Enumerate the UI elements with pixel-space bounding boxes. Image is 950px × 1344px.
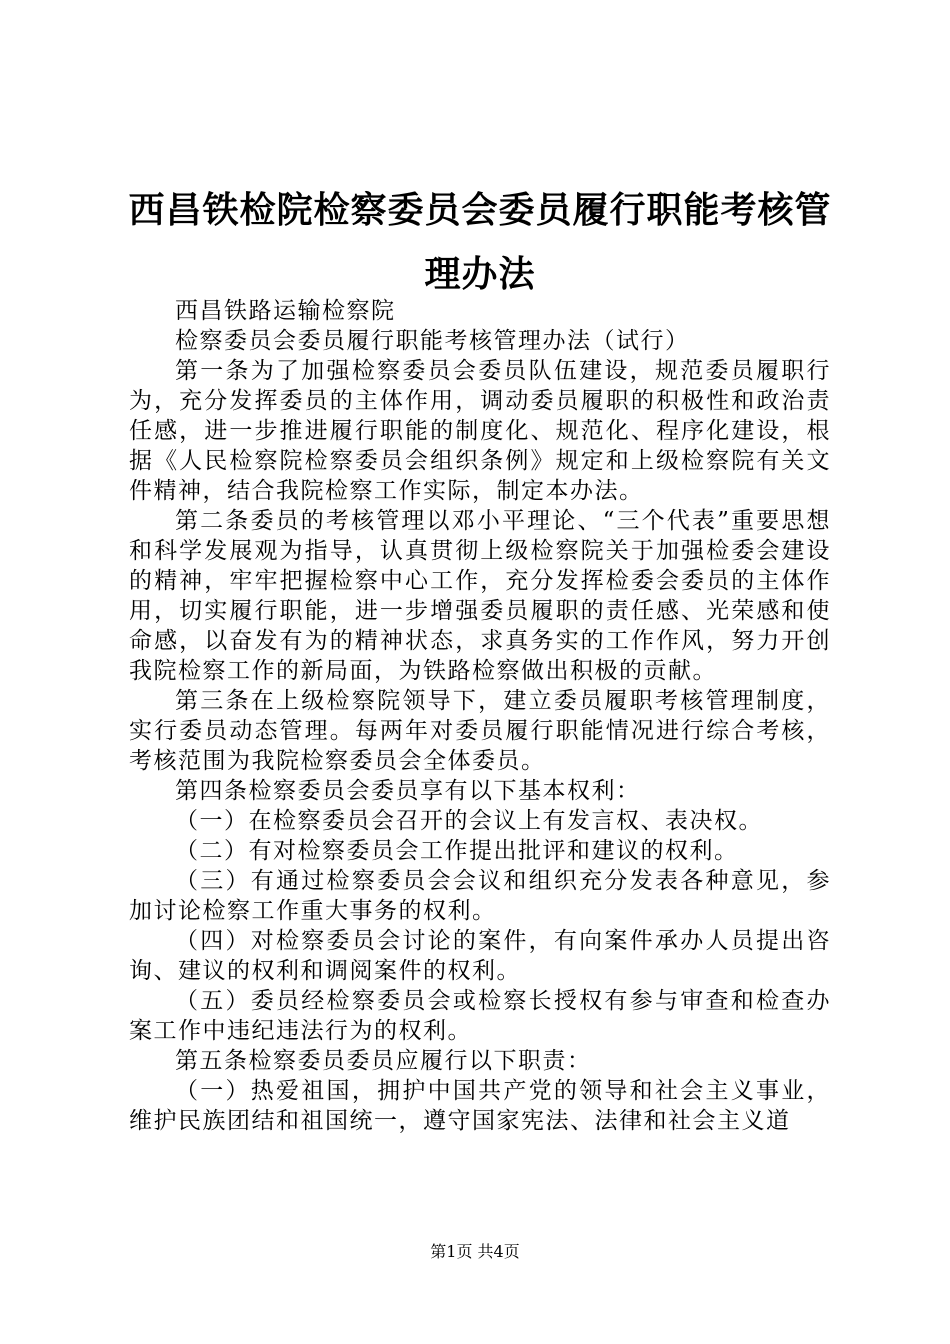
- paragraph: 第二条委员的考核管理以邓小平理论、“三个代表”重要思想和科学发展观为指导，认真贯彻上级检察院关于加强检委会建设的精神，牢牢把握检察中心工作，充分发挥检委会委员的主体作用，切实履行职能，进一步增强委员履职的责任感、光荣感和使命感，以奋发有为的精神状态，求真务实的工作作风，努力开创我院检察工作的新局面，为铁路检察做出积极的贡献。: [129, 508, 831, 684]
- paragraph: 检察委员会委员履行职能考核管理办法（试行）: [175, 328, 690, 354]
- page-footer: 第1页 共4页: [430, 1242, 520, 1261]
- paragraph: （一）在检察委员会召开的会议上有发言权、表决权。: [175, 808, 763, 834]
- paragraph: （二）有对检察委员会工作提出批评和建议的权利。: [175, 838, 739, 864]
- document-title: 西昌铁检院检察委员会委员履行职能考核管理办法: [128, 189, 832, 295]
- paragraph: 第五条检察委员委员应履行以下职责：: [175, 1048, 592, 1074]
- paragraph: （一）热爱祖国，拥护中国共产党的领导和社会主义事业，维护民族团结和祖国统一，遵守国家宪法、法律和社会主义道: [129, 1078, 831, 1134]
- document-body: [129, 296, 831, 1136]
- paragraph: 第四条检察委员会委员享有以下基本权利：: [175, 778, 641, 804]
- paragraph: 第三条在上级检察院领导下，建立委员履职考核管理制度，实行委员动态管理。每两年对委员履行职能情况进行综合考核，考核范围为我院检察委员会全体委员。: [129, 688, 831, 774]
- paragraph: 第一条为了加强检察委员会委员队伍建设，规范委员履职行为，充分发挥委员的主体作用，调动委员履职的积极性和政治责任感，进一步推进履行职能的制度化、规范化、程序化建设，根据《人民检察院检察委员会组织条例》规定和上级检察院有关文件精神，结合我院检察工作实际，制定本办法。: [129, 358, 831, 504]
- paragraph: （三）有通过检察委员会会议和组织充分发表各种意见，参加讨论检察工作重大事务的权利。: [129, 868, 831, 924]
- paragraph: 西昌铁路运输检察院: [175, 298, 396, 324]
- paragraph: （四）对检察委员会讨论的案件，有向案件承办人员提出咨询、建议的权利和调阅案件的权利。: [129, 928, 831, 984]
- paragraph: （五）委员经检察委员会或检察长授权有参与审查和检查办案工作中违纪违法行为的权利。: [129, 988, 831, 1044]
